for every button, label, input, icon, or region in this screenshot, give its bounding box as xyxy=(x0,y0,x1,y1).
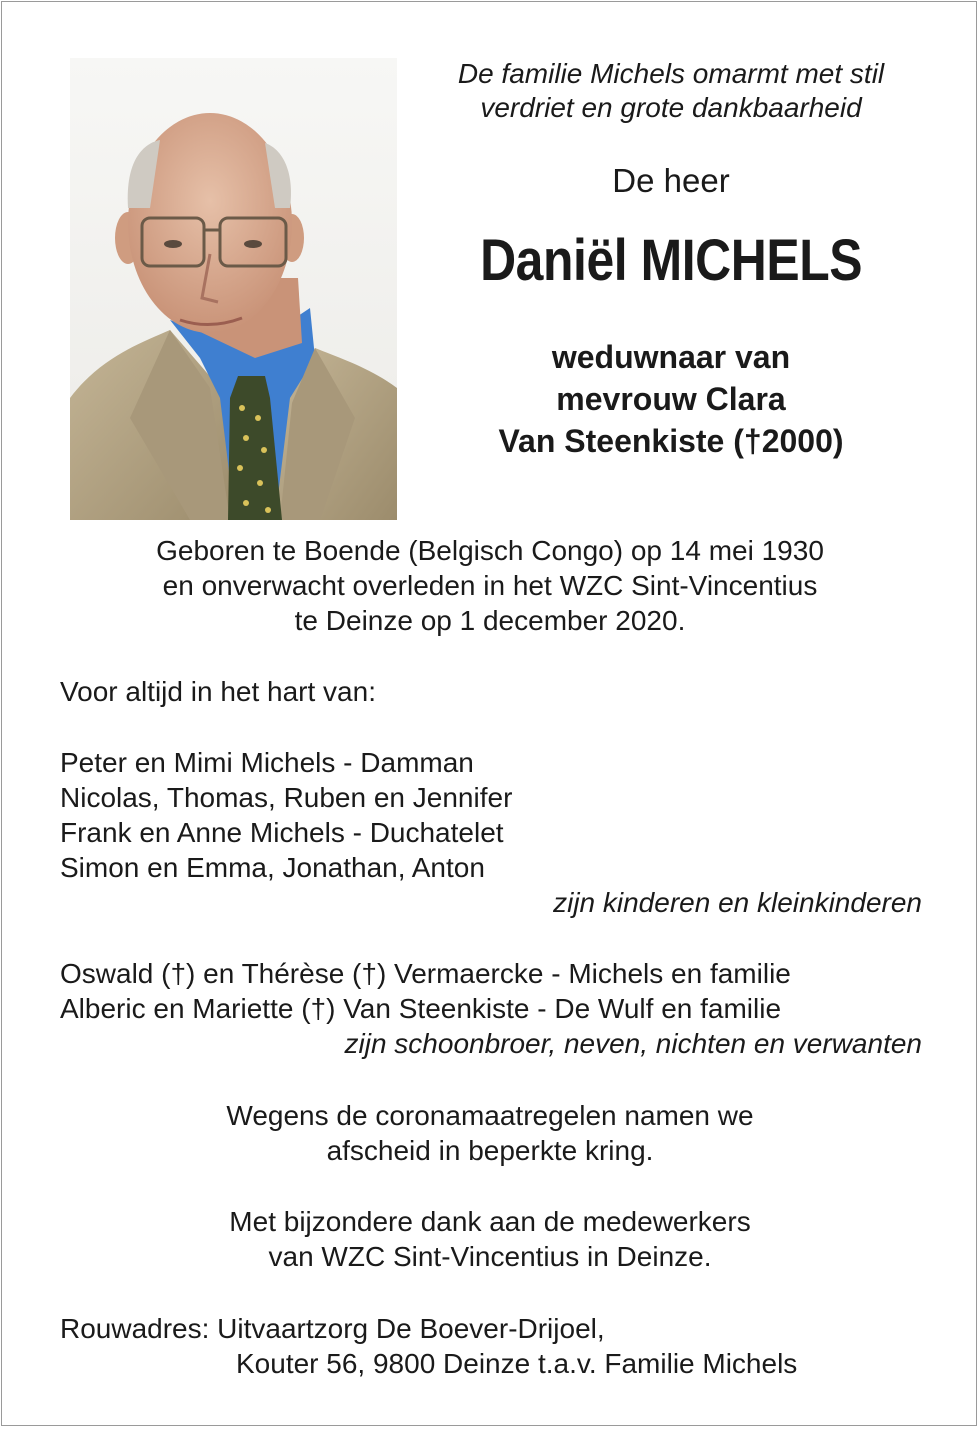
relatives-line: Alberic en Mariette (†) Van Steenkiste - De Wulf en familie xyxy=(60,993,782,1024)
widower-line-1: weduwnaar van xyxy=(551,339,791,375)
deceased-name-wrap xyxy=(420,228,922,293)
birth-death-line-3: te Deinze op 1 december 2020. xyxy=(294,605,686,636)
thanks-line-1: Met bijzondere dank aan de medewerkers xyxy=(229,1206,751,1237)
deceased-name: Daniël MICHELS xyxy=(479,228,862,293)
address-line-2: Kouter 56, 9800 Deinze t.a.v. Familie Michels xyxy=(236,1348,798,1379)
salutation: De heer xyxy=(612,162,730,199)
intro-line-2: verdriet en grote dankbaarheid xyxy=(480,92,862,123)
corona-notice-line-1: Wegens de coronamaatregelen namen we xyxy=(226,1100,754,1131)
address-line-1: Rouwadres: Uitvaartzorg De Boever-Drijoel, xyxy=(60,1313,605,1344)
relatives-caption: zijn schoonbroer, neven, nichten en verwanten xyxy=(344,1028,922,1059)
forever-heading: Voor altijd in het hart van: xyxy=(60,676,376,707)
children-line: Simon en Emma, Jonathan, Anton xyxy=(60,852,485,883)
widower-line-2: mevrouw Clara xyxy=(556,381,786,417)
children-line: Frank en Anne Michels - Duchatelet xyxy=(60,817,504,848)
corona-notice-line-2: afscheid in beperkte kring. xyxy=(326,1135,654,1166)
thanks-line-2: van WZC Sint-Vincentius in Deinze. xyxy=(268,1241,712,1272)
intro-line-1: De familie Michels omarmt met stil xyxy=(457,58,885,89)
children-line: Nicolas, Thomas, Ruben en Jennifer xyxy=(60,782,513,813)
birth-death-line-1: Geboren te Boende (Belgisch Congo) op 14 mei 1930 xyxy=(156,535,824,566)
portrait-illustration xyxy=(70,58,397,520)
relatives-line: Oswald (†) en Thérèse (†) Vermaercke - Michels en familie xyxy=(60,958,791,989)
portrait-photo xyxy=(70,58,397,520)
birth-death-line-2: en onverwacht overleden in het WZC Sint-Vincentius xyxy=(162,570,818,601)
children-line: Peter en Mimi Michels - Damman xyxy=(60,747,474,778)
children-caption: zijn kinderen en kleinkinderen xyxy=(553,887,922,918)
widower-line-3: Van Steenkiste (†2000) xyxy=(498,423,844,459)
